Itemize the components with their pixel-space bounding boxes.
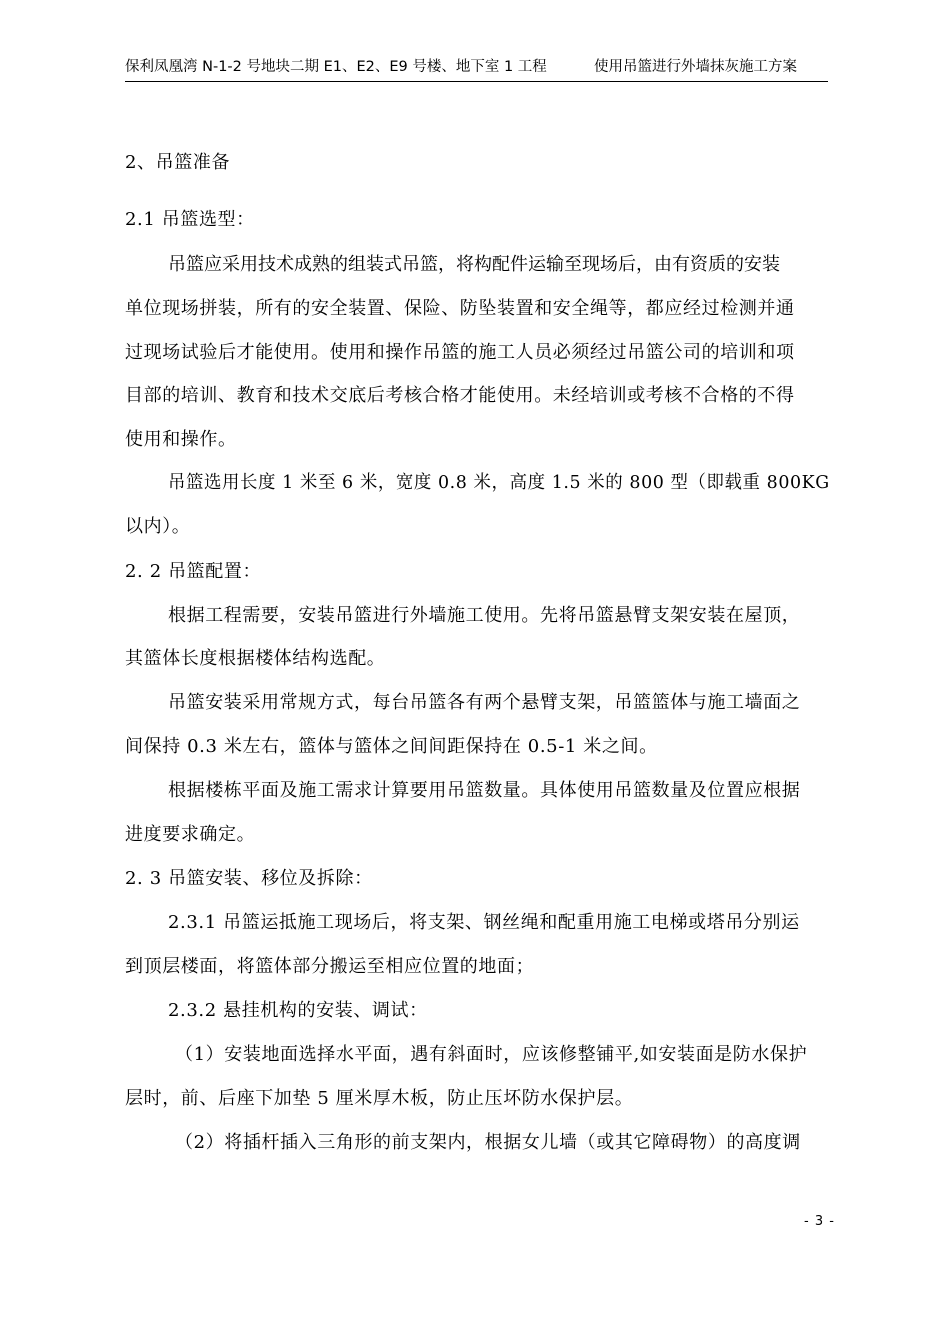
paragraph-line: 2.3.1 吊篮运抵施工现场后，将支架、钢丝绳和配重用施工电梯或塔吊分别运 [168,912,800,933]
subsection-heading-2-1: 2.1 吊篮选型： [125,209,255,230]
paragraph-line: 使用和操作。 [125,429,237,450]
header-project-title: 保利凤凰湾 N-1-2 号地块二期 E1、E2、E9 号楼、地下室 1 工程 [125,59,547,75]
list-item: （1）安装地面选择水平面，遇有斜面时，应该修整铺平,如安装面是防水保护 [175,1044,808,1065]
list-item: （2）将插杆插入三角形的前支架内，根据女儿墙（或其它障碍物）的高度调 [175,1132,801,1153]
paragraph-line: 吊篮安装采用常规方式，每台吊篮各有两个悬臂支架，吊篮篮体与施工墙面之 [168,692,801,713]
section-heading-2: 2、吊篮准备 [125,152,231,173]
paragraph-line: 目部的培训、教育和技术交底后考核合格才能使用。未经培训或考核不合格的不得 [125,385,795,406]
paragraph-line: 其篮体长度根据楼体结构选配。 [125,648,386,669]
paragraph-line: 单位现场拼装，所有的安全装置、保险、防坠装置和安全绳等，都应经过检测并通 [125,298,795,319]
subsection-heading-2-2: 2. 2 吊篮配置： [125,561,262,582]
header-divider [125,81,828,82]
paragraph-line: 根据楼栋平面及施工需求计算要用吊篮数量。具体使用吊篮数量及位置应根据 [168,780,801,801]
page-number: - 3 - [804,1214,835,1229]
page-header [125,56,828,80]
paragraph-line: 到顶层楼面，将篮体部分搬运至相应位置的地面； [125,956,535,977]
paragraph-line: 过现场试验后才能使用。使用和操作吊篮的施工人员必须经过吊篮公司的培训和项 [125,342,795,363]
subsection-heading-2-3: 2. 3 吊篮安装、移位及拆除： [125,868,373,889]
paragraph-line: 根据工程需要，安装吊篮进行外墙施工使用。先将吊篮悬臂支架安装在屋顶， [168,605,801,626]
subsection-heading-2-3-2: 2.3.2 悬挂机构的安装、调试： [168,1000,428,1021]
header-document-title: 使用吊篮进行外墙抹灰施工方案 [594,59,797,75]
paragraph-line: 进度要求确定。 [125,824,256,845]
paragraph-line: 吊篮应采用技术成熟的组装式吊篮，将构配件运输至现场后，由有资质的安装 [168,254,780,275]
paragraph-line: 间保持 0.3 米左右，篮体与篮体之间间距保持在 0.5-1 米之间。 [125,736,658,757]
paragraph-line: 层时，前、后座下加垫 5 厘米厚木板，防止压坏防水保护层。 [125,1088,634,1109]
paragraph-line: 吊篮选用长度 1 米至 6 米，宽度 0.8 米，高度 1.5 米的 800 型（即载重 800KG [168,472,830,493]
paragraph-line: 以内）。 [125,516,191,537]
